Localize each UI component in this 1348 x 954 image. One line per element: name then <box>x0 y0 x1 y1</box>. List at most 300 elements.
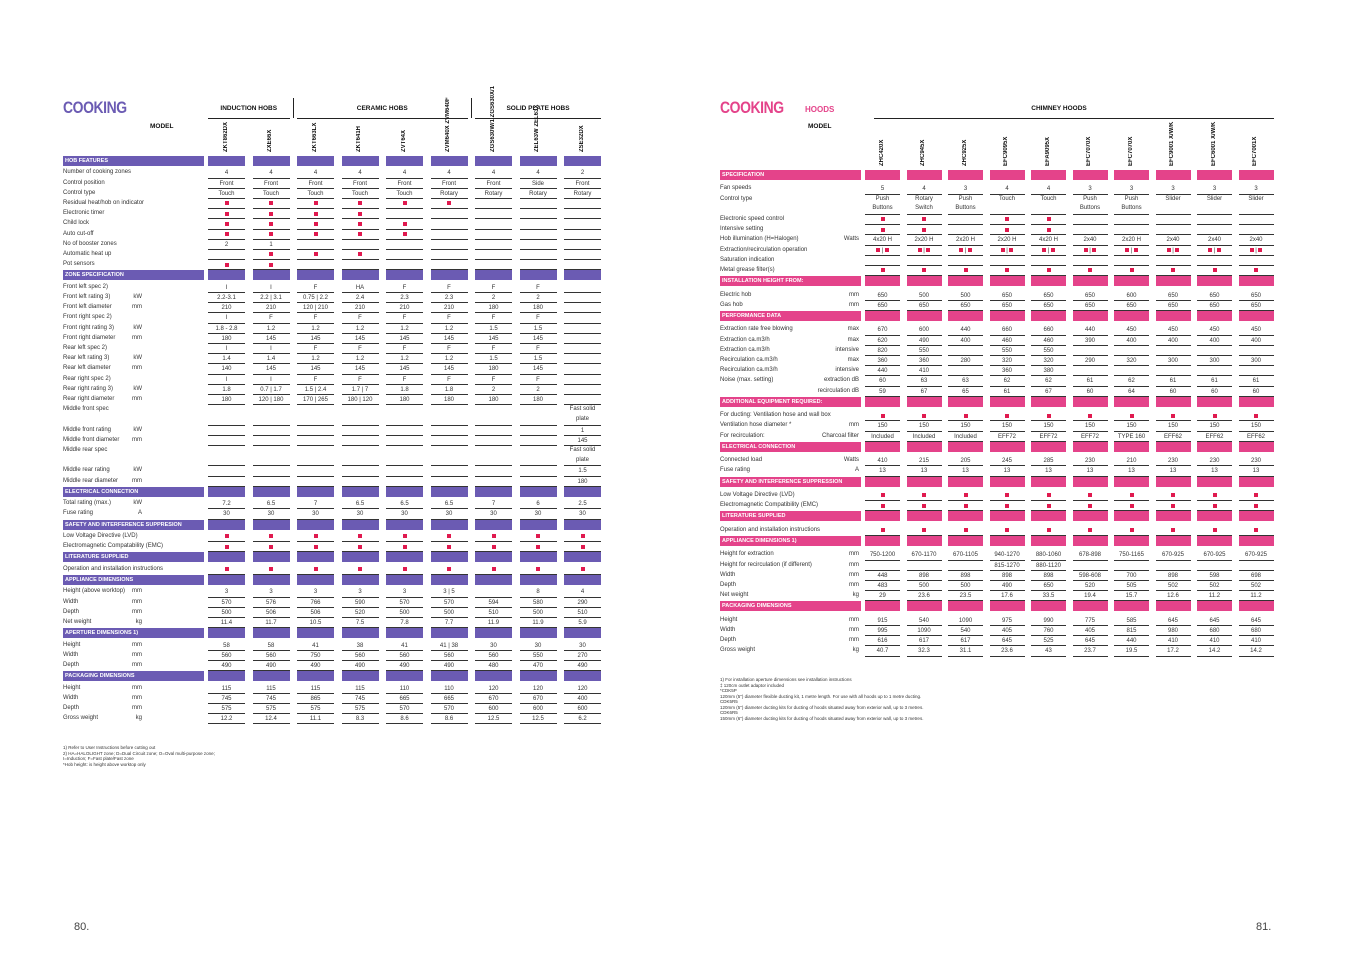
table-cell: Fast solid plate <box>564 446 601 466</box>
section-header <box>63 156 623 166</box>
mark-icon <box>1047 414 1051 418</box>
mark-icon <box>1001 248 1005 252</box>
table-cell: 940-1270 <box>990 550 1025 560</box>
section-header <box>63 520 623 530</box>
table-cell: 41 <box>297 641 334 651</box>
table-cell <box>564 532 601 542</box>
table-cell: 3 <box>342 587 379 597</box>
mark-icon <box>1005 217 1009 221</box>
table-cell: 760 <box>1031 626 1066 636</box>
row-label: Rear right spec 2) <box>63 375 111 382</box>
mark-icon <box>1213 268 1217 272</box>
row-unit: kg <box>135 715 142 722</box>
table-cell: Front <box>342 179 379 189</box>
table-cell: 898 <box>948 571 983 581</box>
row-label: Pot sensors <box>63 261 95 268</box>
section-band <box>520 575 557 585</box>
section-band <box>431 520 468 530</box>
table-cell: 560 <box>475 651 512 661</box>
table-cell <box>1197 526 1232 536</box>
row-label: Middle front diameter <box>63 436 120 443</box>
table-cell: 650 <box>1239 291 1274 301</box>
table-cell <box>208 250 245 260</box>
mark-icon <box>225 534 229 538</box>
table-cell: 17.6 <box>990 591 1025 601</box>
footnote-line: 150mm (6") diameter ducting kits for ducting of hoods situated away from exterior wall, up to 3 metres. <box>720 715 924 721</box>
table-cell: 150 <box>1031 421 1066 431</box>
table-cell: 575 <box>342 704 379 714</box>
table-cell: 1.2 <box>386 324 423 334</box>
section-band <box>208 552 245 562</box>
table-cell <box>1239 561 1274 571</box>
mark-icon <box>1047 228 1051 232</box>
table-cell <box>431 250 468 260</box>
table-cell: | <box>1197 246 1232 256</box>
table-cell: 617 <box>948 636 983 646</box>
mark-icon <box>1130 268 1134 272</box>
table-cell: I <box>208 375 245 385</box>
table-cell: 13 <box>990 466 1025 476</box>
table-cell <box>1197 225 1232 235</box>
row-label: Electromagnetic Compatability (EMC) <box>63 543 164 550</box>
table-row <box>720 325 1280 335</box>
section-band <box>386 487 423 497</box>
table-cell: 745 <box>253 694 290 704</box>
section-band <box>342 552 379 562</box>
table-cell <box>297 436 334 446</box>
section-band <box>475 671 512 681</box>
section-band <box>475 156 512 166</box>
table-cell: F <box>297 283 334 293</box>
table-row <box>63 334 623 344</box>
table-cell: 12.5 <box>520 714 557 724</box>
table-row <box>720 266 1280 276</box>
section-band <box>208 628 245 638</box>
table-cell <box>990 215 1025 225</box>
table-cell <box>475 542 512 552</box>
table-cell: 38 <box>342 641 379 651</box>
table-cell <box>1156 411 1191 421</box>
row-label: Rear right diameter <box>63 396 115 402</box>
row-unit: mm <box>132 684 142 691</box>
mark-icon <box>922 268 926 272</box>
table-cell: EFF62 <box>1197 432 1232 442</box>
table-cell: 4 <box>342 168 379 178</box>
mark-icon <box>314 567 318 571</box>
table-cell: 8.6 <box>431 714 468 724</box>
table-cell: 3 <box>1156 184 1191 194</box>
mark-icon <box>1005 268 1009 272</box>
table-cell <box>1114 526 1149 536</box>
table-cell <box>1239 491 1274 501</box>
table-cell <box>1114 501 1149 511</box>
table-cell <box>475 587 512 597</box>
table-cell: 460 <box>990 336 1025 346</box>
section-band <box>907 311 942 321</box>
table-cell <box>865 561 900 571</box>
table-cell: 145 <box>520 364 557 374</box>
table-cell: 150 <box>865 421 900 431</box>
table-row <box>720 184 1280 194</box>
section-band <box>297 487 334 497</box>
table-cell: 120 | 180 <box>253 395 290 405</box>
table-cell: 502 <box>1156 581 1191 591</box>
table-cell <box>386 260 423 270</box>
table-cell <box>475 209 512 219</box>
table-cell: 650 <box>1197 291 1232 301</box>
table-cell: 115 <box>253 684 290 694</box>
table-cell: | <box>865 246 900 256</box>
mark-icon <box>492 534 496 538</box>
table-cell: HA <box>342 283 379 293</box>
table-cell <box>865 411 900 421</box>
table-cell: Push Buttons <box>1073 195 1108 215</box>
row-unit: kW <box>133 294 142 300</box>
mark-icon <box>447 534 451 538</box>
table-cell <box>520 532 557 542</box>
table-cell <box>342 477 379 487</box>
section-title: APERTURE DIMENSIONS 1) <box>63 628 204 638</box>
table-cell: 13 <box>865 466 900 476</box>
table-cell: 58 <box>253 641 290 651</box>
table-cell <box>475 250 512 260</box>
table-cell: 11.7 <box>253 618 290 628</box>
row-label: Metal grease filter(s) <box>720 267 775 273</box>
table-cell: 460 <box>1031 336 1066 346</box>
table-cell: EFF62 <box>1239 432 1274 442</box>
section-band <box>1031 477 1066 487</box>
row-label: Width <box>63 598 79 605</box>
table-cell: 120 <box>564 684 601 694</box>
section-band <box>1239 536 1274 546</box>
table-cell: 1.2 <box>342 354 379 364</box>
table-cell: 560 <box>208 651 245 661</box>
section-band <box>208 520 245 530</box>
mark-icon <box>358 212 362 216</box>
model-name: EFC6001 X/W/K <box>1210 121 1217 166</box>
table-cell: 650 <box>1031 581 1066 591</box>
table-cell <box>1114 225 1149 235</box>
table-cell: 1.2 <box>297 324 334 334</box>
row-unit: kW <box>133 500 142 507</box>
table-row <box>63 313 623 323</box>
row-label: Front left spec 2) <box>63 283 109 290</box>
table-cell <box>1239 256 1274 266</box>
table-cell <box>520 199 557 209</box>
mark-icon <box>1217 248 1221 252</box>
table-cell: 145 <box>253 364 290 374</box>
table-cell <box>564 313 601 323</box>
mark-icon <box>1254 528 1258 532</box>
table-cell: Rotary <box>431 189 468 199</box>
mark-icon <box>1047 504 1051 508</box>
section-band <box>990 536 1025 546</box>
table-cell <box>431 436 468 446</box>
table-cell: 2 <box>475 293 512 303</box>
table-cell: 13 <box>1073 466 1108 476</box>
table-cell <box>564 293 601 303</box>
table-cell <box>564 199 601 209</box>
section-band <box>1239 511 1274 521</box>
section-band <box>431 270 468 280</box>
table-cell <box>386 466 423 476</box>
section-band <box>520 520 557 530</box>
table-cell: 30 <box>297 509 334 519</box>
section-header <box>63 671 623 681</box>
page-title: COOKING <box>720 98 784 117</box>
model-name: ZKT663LX <box>311 122 318 152</box>
table-cell: 4 <box>907 184 942 194</box>
section-band <box>1156 170 1191 180</box>
table-cell <box>1073 366 1108 376</box>
table-cell <box>431 219 468 229</box>
mark-icon <box>269 252 273 256</box>
table-cell <box>297 209 334 219</box>
section-title: SAFETY AND INTERFERENCE SUPPRESSION <box>720 477 861 487</box>
table-cell <box>907 501 942 511</box>
table-cell <box>386 250 423 260</box>
table-cell: F <box>431 283 468 293</box>
table-cell <box>564 324 601 334</box>
table-cell: 230 <box>1073 456 1108 466</box>
table-cell: 594 <box>475 598 512 608</box>
section-band <box>990 311 1025 321</box>
mark-icon <box>225 545 229 549</box>
section-title: PACKAGING DIMENSIONS <box>63 671 204 681</box>
table-cell: 8 <box>520 587 557 597</box>
row-label: Height (above worktop) <box>63 588 126 595</box>
table-cell <box>386 405 423 425</box>
mark-icon <box>225 263 229 267</box>
table-cell: 410 <box>865 456 900 466</box>
table-cell: 3 <box>948 184 983 194</box>
table-row <box>720 336 1280 346</box>
section-band <box>475 487 512 497</box>
row-label: Intensive setting <box>720 226 764 233</box>
table-cell: 2x20 H <box>907 235 942 245</box>
table-cell <box>386 209 423 219</box>
table-cell: Included <box>907 432 942 442</box>
mark-icon <box>447 545 451 549</box>
mark-icon <box>1134 248 1138 252</box>
table-row <box>720 246 1280 256</box>
table-cell: 680 <box>1197 626 1232 636</box>
table-cell: 1 <box>564 426 601 436</box>
table-cell <box>520 477 557 487</box>
row-label: Recirculation ca.m3/h <box>720 367 778 374</box>
table-cell: 380 <box>1031 366 1066 376</box>
table-row <box>720 466 1280 476</box>
section-band <box>564 628 601 638</box>
mark-icon <box>358 201 362 205</box>
table-cell: 520 <box>342 608 379 618</box>
table-cell: 63 <box>948 376 983 386</box>
row-label: Low Voltage Directive (LVD) <box>720 492 795 498</box>
row-unit: mm <box>132 334 142 341</box>
table-cell: 5.9 <box>564 618 601 628</box>
table-cell: 180 <box>386 395 423 405</box>
table-cell: F <box>297 344 334 354</box>
section-band <box>948 601 983 611</box>
footnotes <box>720 677 923 721</box>
table-cell <box>520 219 557 229</box>
table-cell: 570 <box>386 704 423 714</box>
table-cell: 500 <box>386 608 423 618</box>
section-band <box>907 276 942 286</box>
table-cell: 550 <box>990 346 1025 356</box>
table-cell <box>208 260 245 270</box>
table-cell: 400 <box>1239 336 1274 346</box>
table-cell <box>342 209 379 219</box>
row-unit: A <box>854 467 859 474</box>
table-cell <box>208 466 245 476</box>
table-cell <box>990 491 1025 501</box>
mark-icon <box>1047 528 1051 532</box>
table-cell: 7.8 <box>386 618 423 628</box>
table-row <box>63 303 623 313</box>
table-cell: 570 <box>431 704 468 714</box>
section-band <box>253 156 290 166</box>
table-cell: 660 <box>1031 325 1066 335</box>
section-title: ELECTRICAL CONNECTION <box>720 442 861 452</box>
row-label: Extraction rate free blowing <box>720 326 793 333</box>
table-cell <box>520 446 557 466</box>
table-cell <box>1114 266 1149 276</box>
table-cell <box>386 532 423 542</box>
mark-icon <box>269 201 273 205</box>
table-cell: 62 <box>990 376 1025 386</box>
table-cell: 30 <box>475 509 512 519</box>
footnote-line: *CDK5P <box>720 688 737 693</box>
table-cell <box>1073 346 1108 356</box>
page-subtitle: HOODS <box>805 105 835 114</box>
table-cell <box>1197 256 1232 266</box>
table-cell: 290 <box>564 598 601 608</box>
table-cell: Front <box>564 179 601 189</box>
table-cell: 3 <box>1197 184 1232 194</box>
table-cell: 400 <box>1114 336 1149 346</box>
row-unit: intensive <box>835 346 859 353</box>
row-unit: mm <box>849 291 859 298</box>
table-cell: 650 <box>1197 301 1232 311</box>
section-band <box>990 511 1025 521</box>
mark-icon <box>358 252 362 256</box>
table-cell: Side <box>520 179 557 189</box>
section-band <box>990 442 1025 452</box>
table-cell <box>253 532 290 542</box>
row-unit: mm <box>132 396 142 402</box>
table-cell: Front <box>297 179 334 189</box>
table-cell <box>208 230 245 240</box>
section-band <box>1073 170 1108 180</box>
table-cell: | <box>1156 246 1191 256</box>
row-label: Fan speeds <box>720 185 752 192</box>
table-cell: 180 <box>520 303 557 313</box>
table-cell: 7.2 <box>208 499 245 509</box>
table-cell: 4 <box>297 168 334 178</box>
mark-icon <box>1005 493 1009 497</box>
table-cell <box>208 542 245 552</box>
table-cell: 750-1200 <box>865 550 900 560</box>
table-cell <box>1073 526 1108 536</box>
table-cell: 245 <box>990 456 1025 466</box>
row-label: Gross weight <box>63 715 99 722</box>
table-cell: 995 <box>865 626 900 636</box>
row-label: Control type <box>720 195 753 202</box>
table-cell <box>386 240 423 250</box>
table-cell: 60 <box>1156 387 1191 397</box>
table-row <box>63 426 623 436</box>
row-label: Child lock <box>63 220 90 227</box>
table-cell: 745 <box>342 694 379 704</box>
table-row <box>63 230 623 240</box>
table-cell <box>253 230 290 240</box>
table-row <box>63 684 623 694</box>
table-cell: 665 <box>431 694 468 704</box>
row-label: Extraction ca.m3/h <box>720 346 770 353</box>
mark-icon <box>922 414 926 418</box>
mark-icon <box>225 222 229 226</box>
section-band <box>520 156 557 166</box>
table-cell <box>253 250 290 260</box>
table-cell: 645 <box>990 636 1025 646</box>
table-cell: Touch <box>208 189 245 199</box>
table-cell <box>1156 346 1191 356</box>
table-row <box>63 189 623 199</box>
section-band <box>253 487 290 497</box>
table-cell: 560 <box>253 651 290 661</box>
table-cell: 1.8 - 2.8 <box>208 324 245 334</box>
table-cell: 540 <box>907 616 942 626</box>
row-label: Front left rating 3) <box>63 294 111 300</box>
table-cell: 210 <box>386 303 423 313</box>
mark-icon <box>1088 528 1092 532</box>
section-band <box>208 156 245 166</box>
mark-icon <box>1171 493 1175 497</box>
section-band <box>1073 397 1108 407</box>
table-cell <box>564 334 601 344</box>
section-band <box>865 511 900 521</box>
row-label: Control type <box>63 189 96 196</box>
table-cell: 120 | 210 <box>297 303 334 313</box>
table-cell: 2.4 <box>342 293 379 303</box>
table-cell: 210 <box>431 303 468 313</box>
table-cell <box>1114 346 1149 356</box>
table-cell <box>948 256 983 266</box>
table-cell: 490 <box>431 661 468 671</box>
table-cell <box>253 219 290 229</box>
row-unit: mm <box>849 301 859 308</box>
mark-icon <box>1254 493 1258 497</box>
table-cell: 4 <box>990 184 1025 194</box>
table-cell <box>907 526 942 536</box>
row-label: Middle rear rating <box>63 467 110 474</box>
section-header <box>720 442 1280 452</box>
table-row <box>720 387 1280 397</box>
table-cell: 14.2 <box>1197 646 1232 656</box>
mark-icon <box>358 222 362 226</box>
table-cell <box>990 256 1025 266</box>
table-cell <box>1156 501 1191 511</box>
mark-icon <box>881 228 885 232</box>
table-cell: 150 <box>1197 421 1232 431</box>
table-cell <box>1031 526 1066 536</box>
mark-icon <box>1005 528 1009 532</box>
row-label: Middle front rating <box>63 426 112 433</box>
row-unit: kg <box>852 592 859 599</box>
table-cell <box>865 491 900 501</box>
section-band <box>1239 170 1274 180</box>
